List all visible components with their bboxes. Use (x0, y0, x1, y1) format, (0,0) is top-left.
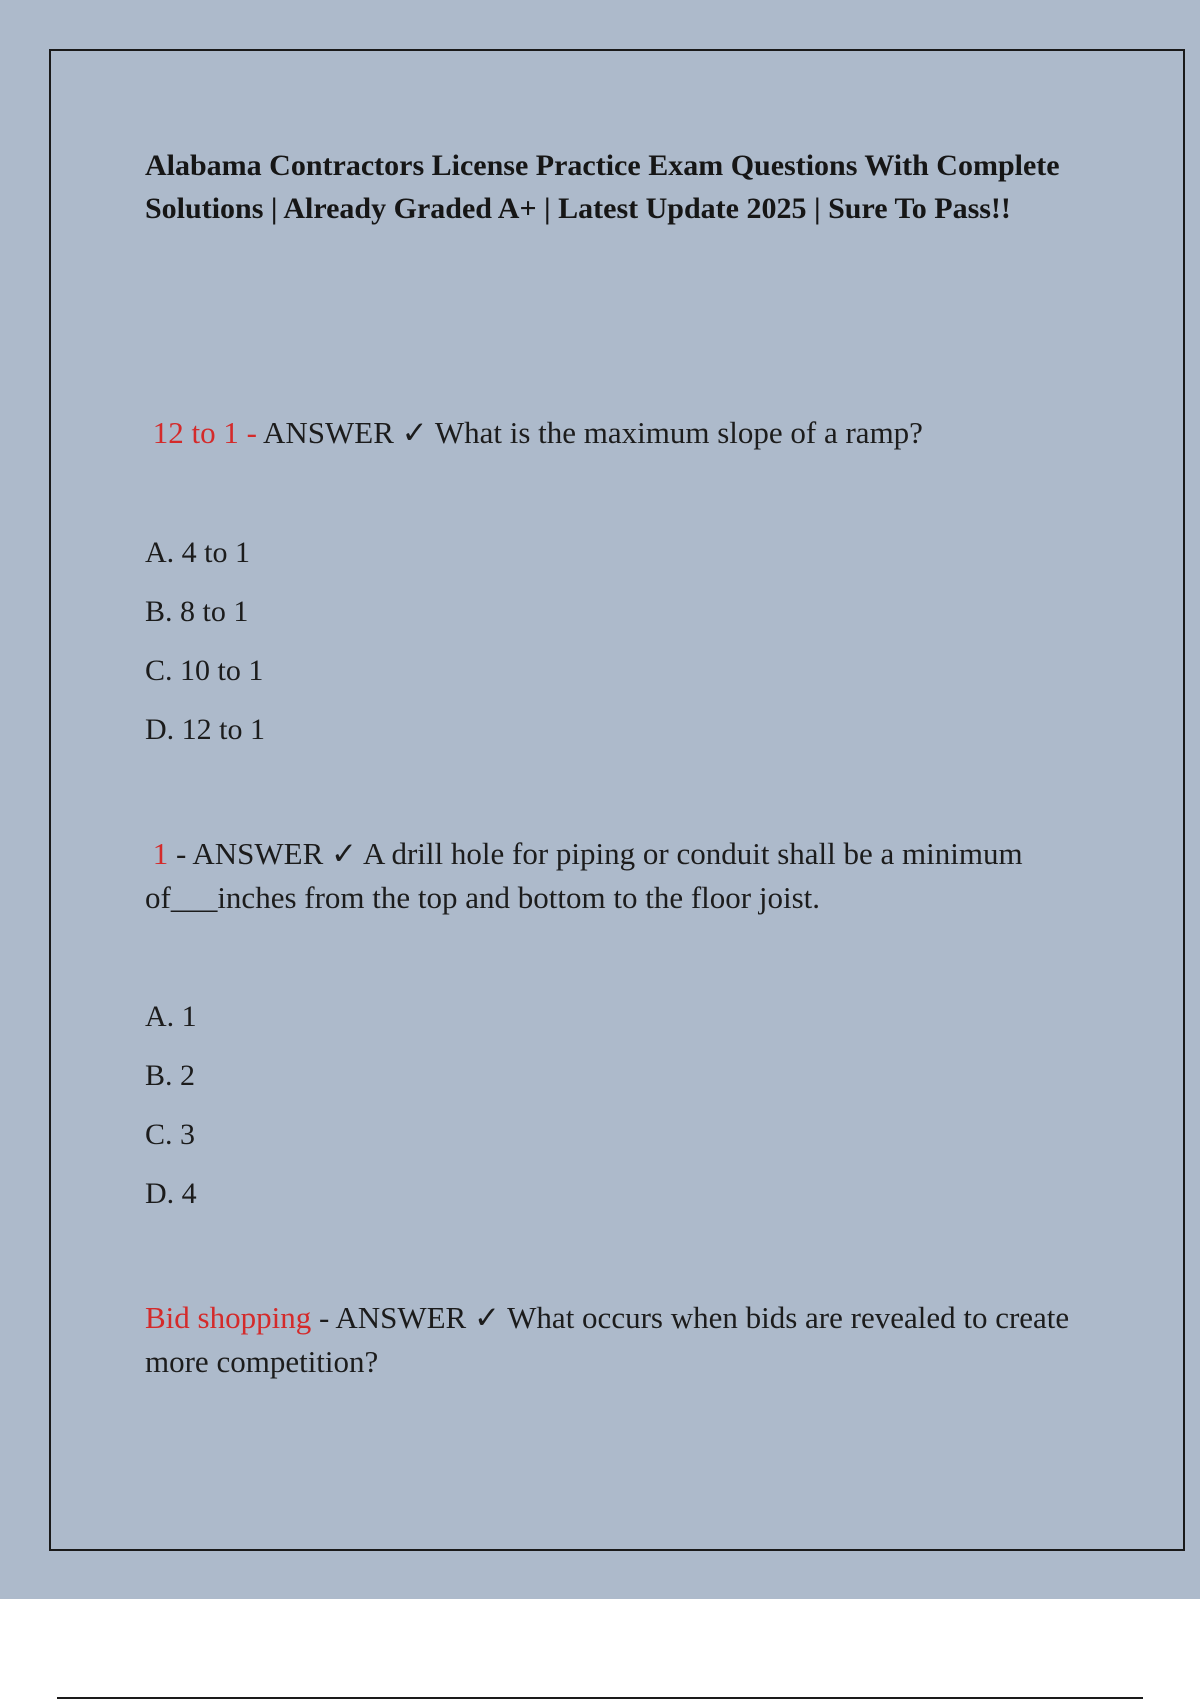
answer-separator: - (168, 836, 193, 871)
answer-2: 1 (152, 836, 169, 871)
answer-3: Bid shopping (145, 1300, 312, 1335)
options-list-1 (145, 531, 265, 767)
option-c: C. 3 (145, 1118, 196, 1151)
question-text-2: A drill hole for piping or conduit shall be a minimum of___inches from the top and bottom to the floor joist. (145, 836, 1023, 915)
answer-label-1: ANSWER ✓ (263, 415, 428, 450)
options-list-2 (145, 995, 197, 1231)
question-1 (145, 411, 1095, 455)
footer-divider (57, 1697, 1143, 1699)
option-a: A. 1 (145, 1000, 197, 1033)
question-text-3: What occurs when bids are revealed to create more competition? (145, 1300, 1070, 1379)
option-d: D. 4 (145, 1177, 197, 1210)
option-b: B. 2 (145, 1059, 196, 1092)
question-3 (145, 1296, 1095, 1384)
option-b: B. 8 to 1 (145, 595, 249, 628)
option-a: A. 4 to 1 (145, 536, 250, 569)
question-text-1: What is the maximum slope of a ramp? (434, 415, 923, 450)
option-d: D. 12 to 1 (145, 713, 265, 746)
answer-separator: - (311, 1300, 336, 1335)
option-c: C. 10 to 1 (145, 654, 264, 687)
answer-label-2: ANSWER ✓ (192, 836, 357, 871)
answer-label-3: ANSWER ✓ (335, 1300, 500, 1335)
document-title: Alabama Contractors License Practice Exam Questions With Complete Solutions | Already Graded A+ | Latest Update 2025 | Sure To Pass!! (145, 149, 1060, 225)
answer-1: 12 to 1 (152, 415, 239, 450)
question-2 (145, 832, 1095, 920)
answer-separator: - (238, 415, 263, 450)
